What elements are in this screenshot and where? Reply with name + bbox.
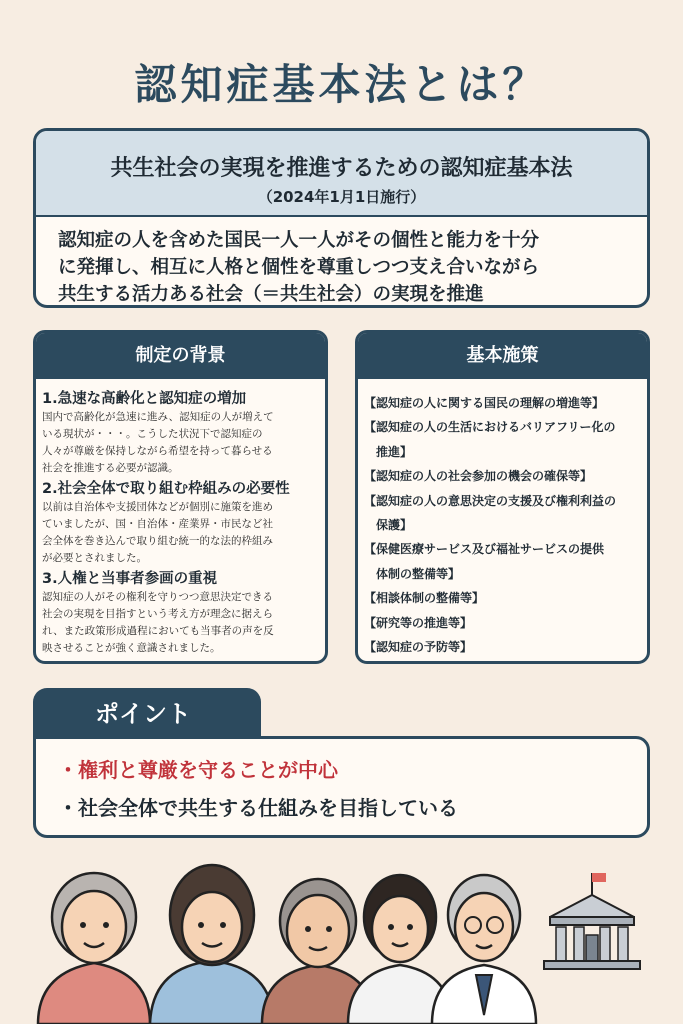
measure-item: 【研究等の推進等】 [364, 615, 473, 630]
background-item-title: 3.人権と当事者参画の重視 [42, 571, 218, 587]
background-item-line: れ、また政策形成過程においても当事者の声を反 [42, 625, 274, 637]
background-item [42, 569, 319, 657]
background-item-line: 社会を推進する必要が認識。 [42, 462, 179, 474]
woman-figure [150, 865, 274, 1024]
background-item-line: 映させることが強く意識されました。 [42, 642, 221, 654]
point-label: ポイント [33, 688, 261, 740]
background-card [33, 330, 328, 664]
measure-item: 【認知症の人の社会参加の機会の確保等】 [364, 469, 593, 484]
law-summary-box [33, 128, 650, 308]
point-line: ・社会全体で共生する仕組みを目指している [58, 796, 458, 820]
measures-list [358, 379, 647, 659]
measure-item: 体制の整備等】 [364, 566, 461, 581]
background-item-line: 会全体を巻き込んで取り組む統一的な法的枠組み [42, 535, 273, 547]
measure-item: 推進】 [364, 444, 413, 459]
measure-item: 【認知症の人の意思決定の支援及び権利利益の [364, 493, 617, 508]
background-item [42, 479, 319, 567]
people-illustration [0, 855, 683, 1024]
elderly-woman-figure [38, 873, 150, 1024]
background-item-title: 1.急速な高齢化と認知症の増加 [42, 391, 247, 407]
page-title: 認知症基本法とは？ [134, 60, 549, 109]
law-purpose-line: 認知症の人を含めた国民一人一人がその個性と能力を十分 [58, 230, 540, 251]
law-name: 共生社会の実現を推進するための認知症基本法 [110, 156, 573, 181]
measure-item: 【相談体制の整備等】 [364, 591, 485, 606]
background-list [36, 379, 325, 657]
law-purpose-line: 共生する活力ある社会（＝共生社会）の実現を推進 [58, 284, 484, 305]
background-item-title: 2.社会全体で取り組む枠組みの必要性 [42, 481, 290, 497]
doctor-figure [432, 875, 536, 1024]
background-item [42, 389, 319, 477]
measure-item: 【認知症の予防等】 [364, 640, 473, 655]
background-item-line: ていましたが、国・自治体・産業界・市民など社 [42, 518, 273, 530]
law-purpose [36, 217, 647, 308]
background-item-line: 認知症の人がその権利を守りつつ意思決定できる [42, 591, 273, 603]
background-item-line: 国内で高齢化が急速に進み、認知症の人が増えて [42, 411, 274, 423]
point-line: ・権利と尊厳を守ることが中心 [58, 758, 338, 782]
background-heading: 制定の背景 [36, 333, 325, 379]
enforcement-date: （2024年1月1日施行） [257, 188, 426, 206]
background-item-line: 人々が尊厳を保持しながら希望を持って暮らせる [42, 445, 273, 457]
measure-item: 【認知症の人に関する国民の理解の増進等】 [364, 396, 605, 410]
background-item-line: 社会の実現を目指すという考え方が理念に据えら [42, 608, 273, 620]
background-item-line: が必要とされました。 [42, 552, 147, 564]
measure-item: 保護】 [364, 518, 413, 533]
background-item-line: いる現状が・・・。こうした状況下で認知症の [42, 428, 263, 440]
government-building-icon [544, 873, 640, 969]
background-item-line: 以前は自治体や支援団体などが個別に施策を進め [42, 501, 273, 513]
law-summary-header [36, 131, 647, 217]
law-purpose-line: に発揮し、相互に人格と個性を尊重しつつ支え合いながら [58, 257, 540, 278]
measure-item: 【認知症の人の生活におけるバリアフリー化の [364, 420, 616, 435]
measures-heading: 基本施策 [358, 333, 647, 379]
point-box [33, 736, 650, 838]
measures-card [355, 330, 650, 664]
measure-item: 【保健医療サービス及び福祉サービスの提供 [364, 542, 605, 557]
